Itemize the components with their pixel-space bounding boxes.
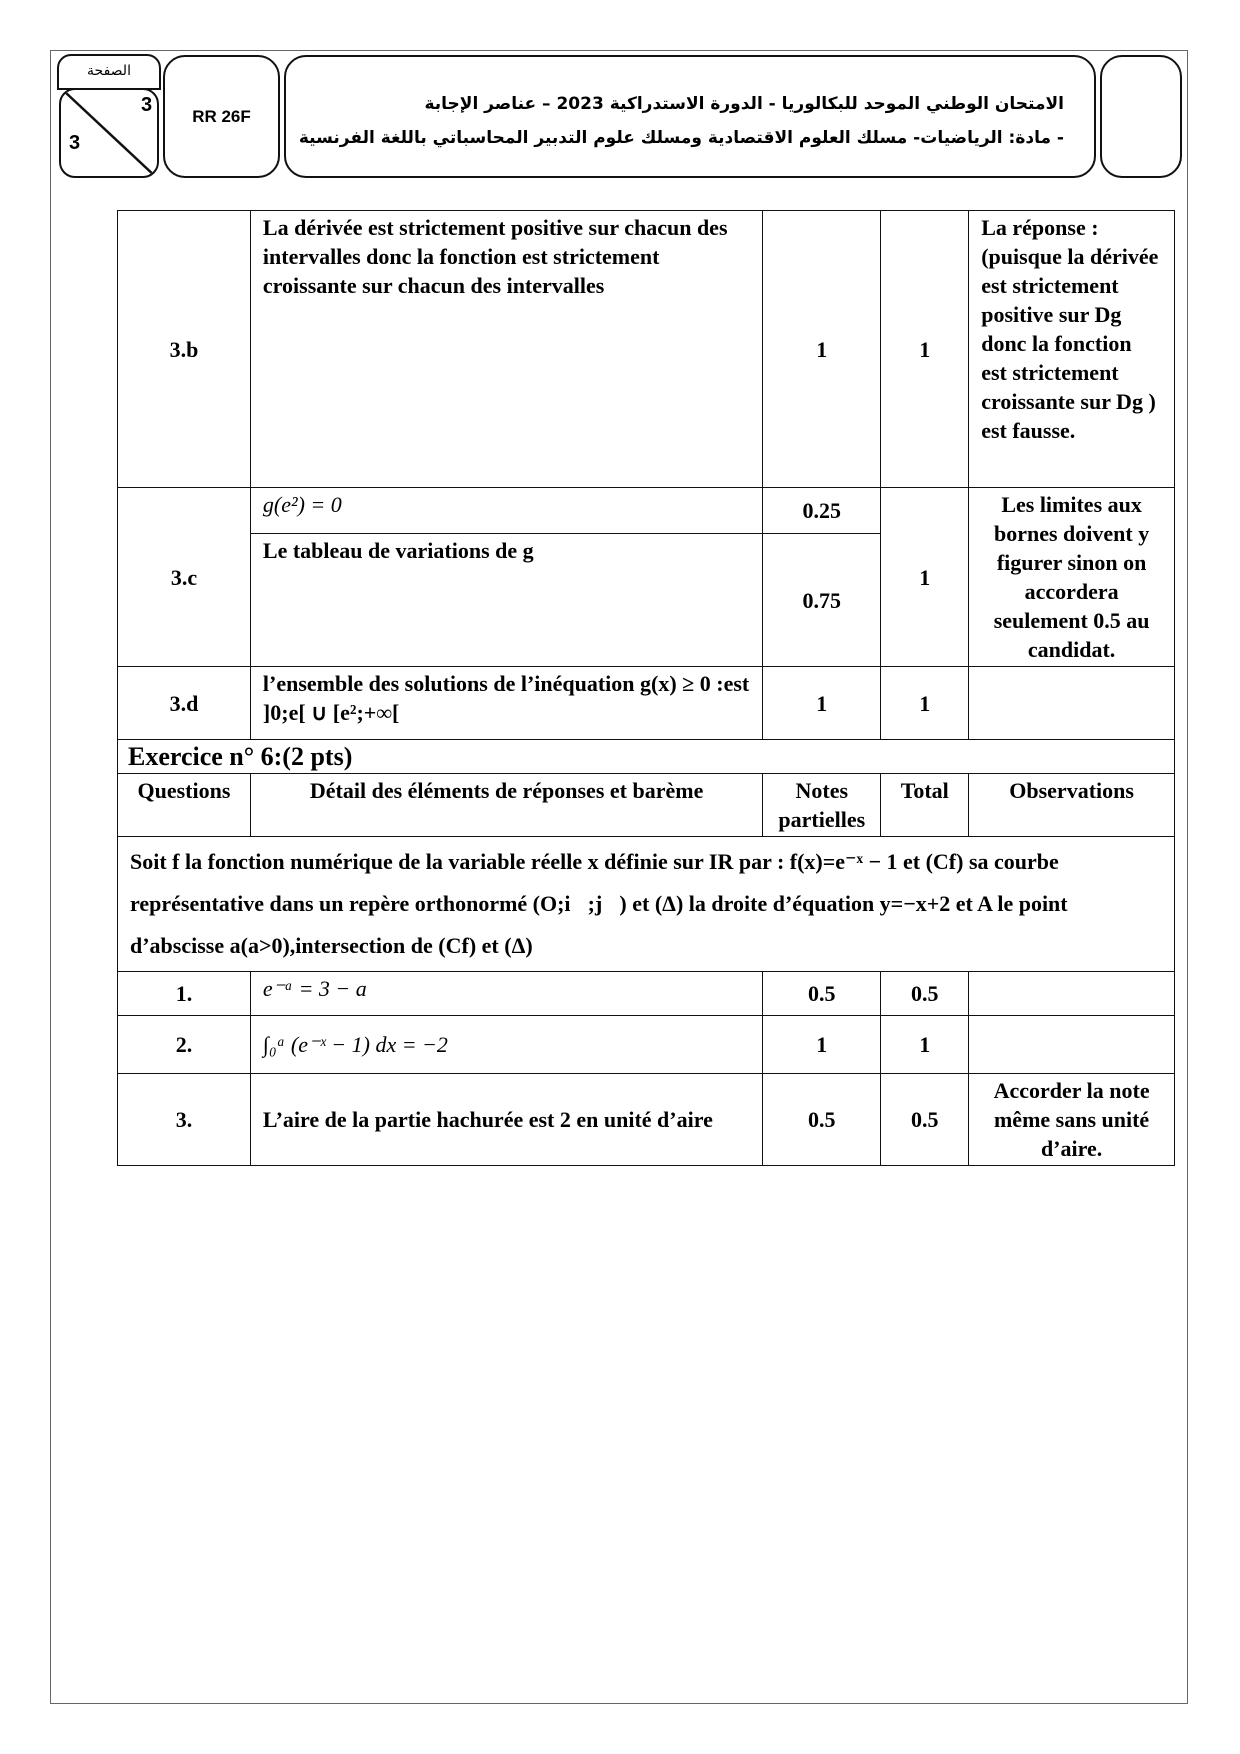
observation [969,972,1175,1016]
question-number: 3.c [118,488,251,667]
table-row [118,972,1175,1016]
table-row [118,1074,1175,1166]
partial-score: 0.25 [763,488,881,534]
table-header-row [118,774,1175,837]
exercise-title: Exercice n° 6:(2 pts) [118,740,1175,774]
table-row [118,1016,1175,1074]
partial-score: 1 [763,667,881,740]
blank-header-box [1100,55,1182,178]
exam-title-line1: الامتحان الوطني الموحد للبكالوريا - الدورة الاستدراكية 2023 – عناصر الإجابة [424,94,1064,114]
exam-title-line2: - مادة: الرياضيات- مسلك العلوم الاقتصادية ومسلك علوم التدبير المحاسباتي باللغة الفرنسية [298,128,1064,148]
exercise-statement: Soit f la fonction numérique de la variable réelle x définie sur IR par : f(x)=e⁻ˣ − 1 et (Cf) sa courbe représentative dans un repère orthonormé (O;i⃗;j⃗) et (Δ) la droite d’équation y=−x+2 et A le point d’abscisse a(a>0),intersection de (Cf) et (Δ) [118,837,1175,972]
partial-score: 0.5 [763,972,881,1016]
observation [969,1016,1175,1074]
question-number: 3.b [118,211,251,488]
observation: Accorder la note même sans unité d’aire. [969,1074,1175,1166]
total-score: 1 [881,667,969,740]
question-number: 3.d [118,667,251,740]
answer-detail: Le tableau de variations de g [250,534,762,667]
observation: Les limites aux bornes doivent y figurer sinon on accordera seulement 0.5 au candidat. [969,488,1175,667]
answer-detail: e⁻ᵃ = 3 − a [250,972,762,1016]
total-score: 0.5 [881,1074,969,1166]
total-score: 0.5 [881,972,969,1016]
total-score: 1 [881,211,969,488]
table-row [118,488,1175,534]
question-number: 2. [118,1016,251,1074]
page-current: 3 [141,94,153,116]
exercise-title-row [118,740,1175,774]
table-row [118,211,1175,488]
partial-score: 1 [763,211,881,488]
answer-detail: g(e²) = 0 [250,488,762,534]
total-score: 1 [881,488,969,667]
question-number: 1. [118,972,251,1016]
observation [969,667,1175,740]
page-number-box [59,88,159,178]
statement-row [118,837,1175,972]
header-observations: Observations [969,774,1175,837]
header-detail: Détail des éléments de réponses et barème [250,774,762,837]
page-label: الصفحة [57,54,161,90]
header-total: Total [881,774,969,837]
partial-score: 0.75 [763,534,881,667]
partial-score: 0.5 [763,1074,881,1166]
total-score: 1 [881,1016,969,1074]
page-total: 3 [69,132,81,154]
header-questions: Questions [118,774,251,837]
answer-detail: La dérivée est strictement positive sur chacun des intervalles donc la fonction est strictement croissante sur chacun des intervalles [250,211,762,488]
table-row [118,667,1175,740]
exam-code: RR 26F [163,55,280,178]
observation: La réponse : (puisque la dérivée est strictement positive sur Dg donc la fonction est strictement croissante sur Dg ) est fausse. [969,211,1175,488]
answer-detail: ∫₀ᵃ (e⁻ˣ − 1) dx = −2 [250,1016,762,1074]
answer-detail: l’ensemble des solutions de l’inéquation g(x) ≥ 0 :est ]0;e[ ∪ [e²;+∞[ [250,667,762,740]
exam-title-box [284,55,1096,178]
answer-detail: L’aire de la partie hachurée est 2 en unité d’aire [250,1074,762,1166]
question-number: 3. [118,1074,251,1166]
partial-score: 1 [763,1016,881,1074]
grading-table [117,210,1175,1166]
header-partial: Notes partielles [763,774,881,837]
